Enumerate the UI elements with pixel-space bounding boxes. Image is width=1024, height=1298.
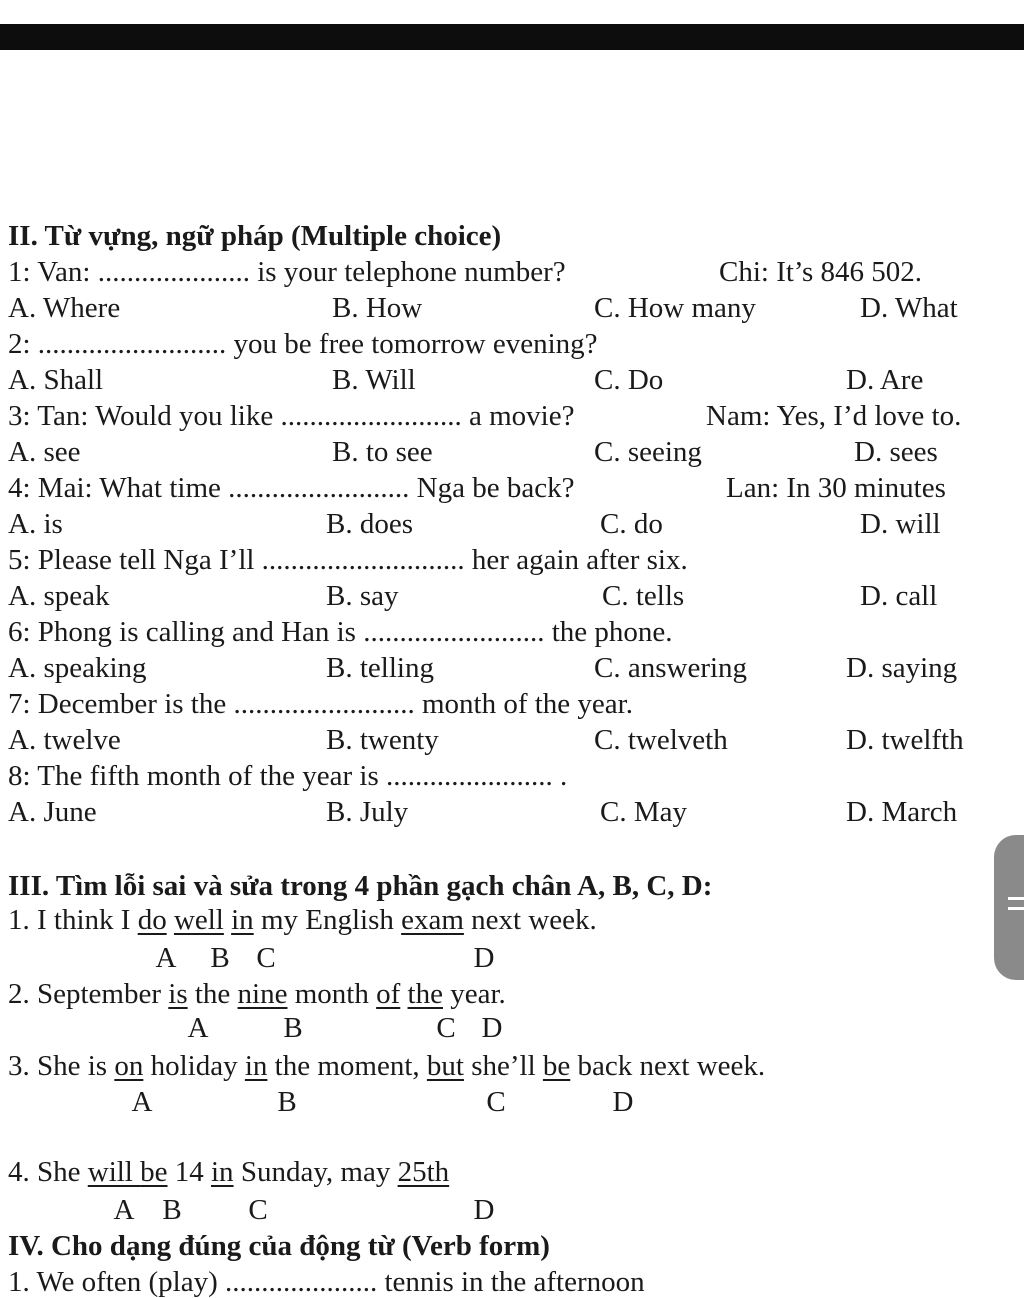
label-a: A xyxy=(187,1012,209,1044)
underlined-part-a: on xyxy=(114,1050,144,1082)
question-6-option-c: C. answering xyxy=(594,652,748,684)
underlined-part-c: in xyxy=(211,1156,234,1188)
question-5-option-c: C. tells xyxy=(602,580,685,612)
section-4-first-line-cut-off: 1. We often (play) ..................... tennis in the afternoon xyxy=(8,1266,645,1298)
text-segment: the xyxy=(187,978,238,1010)
question-2-option-d: D. Are xyxy=(846,364,924,396)
question-3-option-d: D. sees xyxy=(854,436,938,468)
section-4-heading: IV. Cho dạng đúng của động từ (Verb form) xyxy=(8,1230,550,1262)
text-segment: 14 xyxy=(167,1156,211,1188)
underlined-part-a: do xyxy=(137,904,167,936)
text-segment: holiday xyxy=(143,1050,245,1082)
underlined-part-b: in xyxy=(244,1050,268,1082)
text-segment: year. xyxy=(442,978,506,1010)
handle-grip-line xyxy=(1008,907,1024,910)
text-segment: she’ll xyxy=(463,1050,543,1082)
underlined-part-c: but xyxy=(426,1050,464,1082)
question-5-option-a: A. speak xyxy=(8,580,110,612)
question-6-option-b: B. telling xyxy=(326,652,434,684)
question-8-option-a: A. June xyxy=(8,796,97,828)
question-8-stem: 8: The fifth month of the year is ....................... . xyxy=(8,760,568,792)
question-2-option-c: C. Do xyxy=(594,364,664,396)
text-segment: my English xyxy=(253,904,402,936)
question-5-option-d: D. call xyxy=(860,580,938,612)
underlined-part-b: be xyxy=(140,1156,168,1188)
question-4-option-b: B. does xyxy=(326,508,413,540)
label-d: D xyxy=(481,1012,503,1044)
question-3-answer-line: Nam: Yes, I’d love to. xyxy=(706,400,962,432)
error-question-1 xyxy=(8,906,597,935)
question-7-option-b: B. twenty xyxy=(326,724,439,756)
text-segment: month xyxy=(287,978,377,1010)
error-question-3 xyxy=(8,1052,765,1081)
underlined-part-a: will xyxy=(87,1156,141,1188)
text-segment: 1. I think I xyxy=(8,904,138,936)
question-4-answer-line: Lan: In 30 minutes xyxy=(726,472,946,504)
text-segment xyxy=(400,978,407,1010)
question-8-option-d: D. March xyxy=(846,796,958,828)
question-5-stem: 5: Please tell Nga I’ll ............................ her again after six. xyxy=(8,544,688,576)
underlined-part-c: of xyxy=(376,978,401,1010)
black-header-bar xyxy=(0,24,1024,50)
handle-grip-line xyxy=(1008,897,1024,900)
text-segment: next week. xyxy=(463,904,597,936)
underlined-part-d: exam xyxy=(401,904,464,936)
question-4-option-a: A. is xyxy=(8,508,63,540)
label-d: D xyxy=(473,942,495,974)
label-a: A xyxy=(155,942,177,974)
question-2-stem: 2: .......................... you be free tomorrow evening? xyxy=(8,328,598,360)
text-segment: 4. She xyxy=(8,1156,88,1188)
question-2-option-a: A. Shall xyxy=(8,364,104,396)
underlined-part-d: be xyxy=(542,1050,571,1082)
label-c: C xyxy=(486,1086,506,1118)
question-1-stem: 1: Van: ..................... is your telephone number? xyxy=(8,256,566,288)
underlined-part-b: well xyxy=(173,904,224,936)
question-4-option-c: C. do xyxy=(600,508,663,540)
question-6-stem: 6: Phong is calling and Han is ......................... the phone. xyxy=(8,616,673,648)
error-question-4 xyxy=(8,1158,449,1187)
label-b: B xyxy=(277,1086,297,1118)
section-3-heading: III. Tìm lỗi sai và sửa trong 4 phần gạch chân A, B, C, D: xyxy=(8,870,713,902)
underlined-part-b: nine xyxy=(237,978,288,1010)
label-b: B xyxy=(283,1012,303,1044)
question-7-option-d: D. twelfth xyxy=(846,724,964,756)
question-2-option-b: B. Will xyxy=(332,364,416,396)
question-5-option-b: B. say xyxy=(326,580,399,612)
question-1-option-c: C. How many xyxy=(594,292,756,324)
label-c: C xyxy=(436,1012,456,1044)
underlined-part-c: in xyxy=(231,904,254,936)
question-4-stem: 4: Mai: What time ......................... Nga be back? xyxy=(8,472,575,504)
question-8-option-c: C. May xyxy=(600,796,687,828)
question-1-option-a: A. Where xyxy=(8,292,121,324)
text-segment: 2. September xyxy=(8,978,169,1010)
question-6-option-d: D. saying xyxy=(846,652,958,684)
underlined-part-d: the xyxy=(407,978,443,1010)
question-4-option-d: D. will xyxy=(860,508,941,540)
label-c: C xyxy=(256,942,276,974)
error-question-2 xyxy=(8,980,506,1009)
question-7-option-c: C. twelveth xyxy=(594,724,728,756)
question-1-option-d: D. What xyxy=(860,292,958,324)
question-6-option-a: A. speaking xyxy=(8,652,147,684)
question-3-stem: 3: Tan: Would you like ......................... a movie? xyxy=(8,400,575,432)
underlined-part-a: is xyxy=(168,978,188,1010)
text-segment xyxy=(167,904,174,936)
label-d: D xyxy=(612,1086,634,1118)
section-2-heading: II. Từ vựng, ngữ pháp (Multiple choice) xyxy=(8,220,502,252)
question-3-option-b: B. to see xyxy=(332,436,433,468)
underlined-part-d: 25th xyxy=(397,1156,450,1188)
top-margin xyxy=(0,0,1024,24)
question-8-option-b: B. July xyxy=(326,796,409,828)
label-a: A xyxy=(113,1194,135,1226)
side-panel-handle[interactable] xyxy=(994,835,1024,980)
question-7-stem: 7: December is the ......................... month of the year. xyxy=(8,688,633,720)
text-segment: back next week. xyxy=(570,1050,766,1082)
question-1-option-b: B. How xyxy=(332,292,423,324)
text-segment: the moment, xyxy=(267,1050,427,1082)
question-7-option-a: A. twelve xyxy=(8,724,121,756)
text-segment: Sunday, may xyxy=(233,1156,398,1188)
text-segment: 3. She is xyxy=(8,1050,115,1082)
question-3-option-c: C. seeing xyxy=(594,436,702,468)
label-b: B xyxy=(210,942,230,974)
question-1-answer-line: Chi: It’s 846 502. xyxy=(719,256,923,288)
label-d: D xyxy=(473,1194,495,1226)
label-a: A xyxy=(131,1086,153,1118)
question-3-option-a: A. see xyxy=(8,436,81,468)
label-b: B xyxy=(162,1194,182,1226)
label-c: C xyxy=(248,1194,268,1226)
